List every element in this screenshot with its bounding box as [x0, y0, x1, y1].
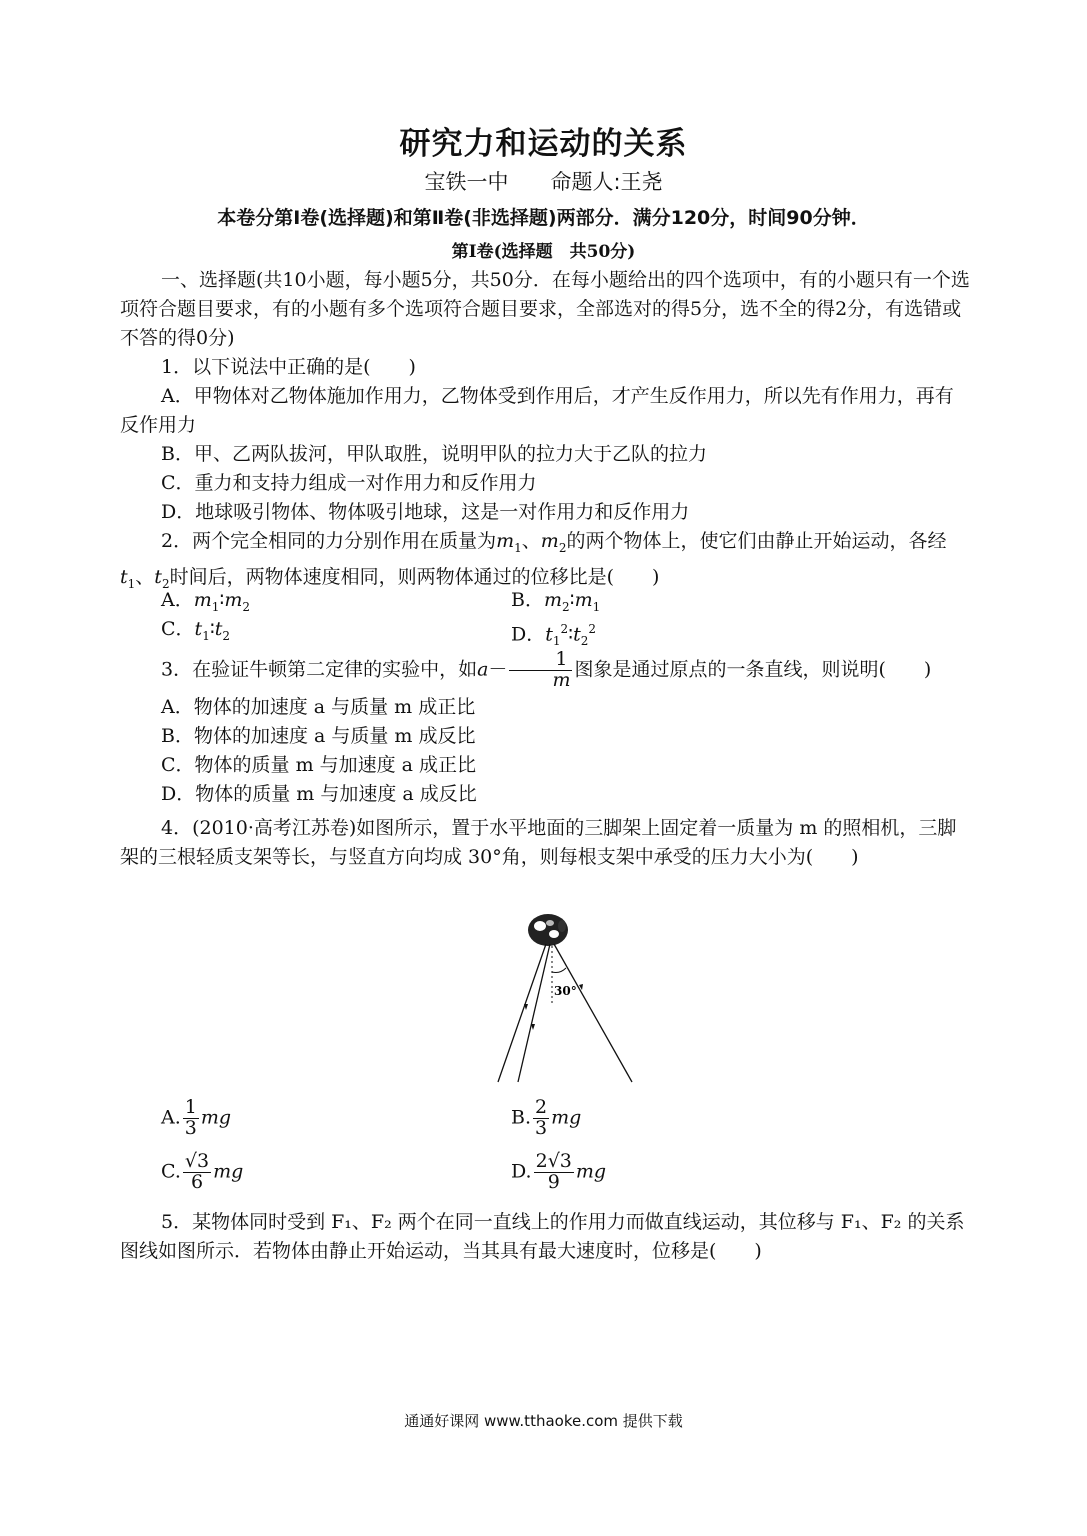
q2-option-c: C．$t_1∶t_2$ [161, 618, 231, 643]
q3-option-a: A．物体的加速度 a 与质量 m 成正比 [161, 696, 476, 718]
q4-option-d: D. $\frac{2√3}{9}$ mg [511, 1150, 607, 1193]
q4-option-b: B. $\frac{2}{3}$ mg [511, 1096, 582, 1139]
q2-option-b: B．$m_2∶m_1$ [511, 589, 601, 614]
part1-intro: 一、选择题(共10小题，每小题5分，共50分．在每小题给出的四个选项中，有的小题只有一个选项符合题目要求，有的小题有多个选项符合题目要求，全部选对的得5分，选不全的得2分，有选错或不答的得0分) [120, 269, 970, 349]
q2-stem: 2．两个完全相同的力分别作用在质量为$m_1$、$m_2$的两个物体上，使它们由静止开始运动，各经$t_1$、$t_2$时间后，两物体速度相同，则两物体通过的位移比是( ) [120, 530, 947, 591]
tripod-leg-left-inner [518, 944, 550, 1082]
fraction-1-over-m: $\frac{1}{m}$ [509, 650, 572, 691]
q3-option-c: C．物体的质量 m 与加速度 a 成正比 [161, 754, 477, 776]
footer-credit: 通通好课网 www.tthaoke.com 提供下载 [404, 1412, 683, 1430]
q3-option-b: B．物体的加速度 a 与质量 m 成反比 [161, 725, 476, 747]
page-title: 研究力和运动的关系 [399, 126, 688, 162]
q4-option-a: A. $\frac{1}{3}$ mg [161, 1096, 232, 1139]
q2-option-a: A．$m_1∶m_2$ [161, 589, 251, 614]
camera-icon [528, 914, 568, 946]
tripod-leg-right [554, 944, 632, 1082]
tripod-leg-left-outer [498, 944, 546, 1082]
q1-option-b: B．甲、乙两队拔河，甲队取胜，说明甲队的拉力大于乙队的拉力 [161, 443, 707, 465]
q1-option-a: A．甲物体对乙物体施加作用力，乙物体受到作用后，才产生反作用力，所以先有作用力，再有反作用力 [120, 385, 954, 436]
angle-arc [552, 968, 566, 973]
q2-stem-part-c: 时间后，两物体速度相同，则两物体通过的位移比是( ) [169, 565, 660, 588]
angle-label: 30° [554, 984, 577, 998]
q1-stem: 1．以下说法中正确的是( ) [161, 356, 416, 378]
tripod-camera-diagram [490, 906, 650, 1086]
q3-option-d: D．物体的质量 m 与加速度 a 成反比 [161, 783, 477, 805]
q2-option-d: D．$t_1^2∶t_2^2$ [511, 622, 597, 649]
q2-stem-part-b: 的两个物体上，使它们由静止开始运动，各经 [566, 530, 947, 552]
exam-info: 本卷分第Ⅰ卷(选择题)和第Ⅱ卷(非选择题)两部分．满分120分，时间90分钟． [217, 207, 870, 229]
q4-stem: 4．(2010·高考江苏卷)如图所示，置于水平地面的三脚架上固定着一质量为 m 的照相机，三脚架的三根轻质支架等长，与竖直方向均成 30°角，则每根支架中承受的压力大小为( ) [120, 817, 957, 868]
q3-stem: 3．在验证牛顿第二定律的实验中，如a－ $\frac{1}{m}$ 图象是通过原点的一条直线，则说明( ) [161, 648, 932, 691]
school-author-line: 宝铁一中 命题人:王尧 [424, 170, 663, 194]
q1-option-c: C．重力和支持力组成一对作用力和反作用力 [161, 472, 537, 494]
q5-stem: 5．某物体同时受到 F₁、F₂ 两个在同一直线上的作用力而做直线运动，其位移与 F₁、F₂ 的关系图线如图所示．若物体由静止开始运动，当其具有最大速度时，位移是( ) [120, 1211, 965, 1262]
q1-option-d: D．地球吸引物体、物体吸引地球，这是一对作用力和反作用力 [161, 501, 690, 523]
q2-stem-part-a: 2．两个完全相同的力分别作用在质量为 [161, 530, 497, 552]
section-heading: 第Ⅰ卷(选择题 共50分) [451, 242, 636, 262]
q4-option-c: C. $\frac{√3}{6}$ mg [161, 1150, 244, 1193]
